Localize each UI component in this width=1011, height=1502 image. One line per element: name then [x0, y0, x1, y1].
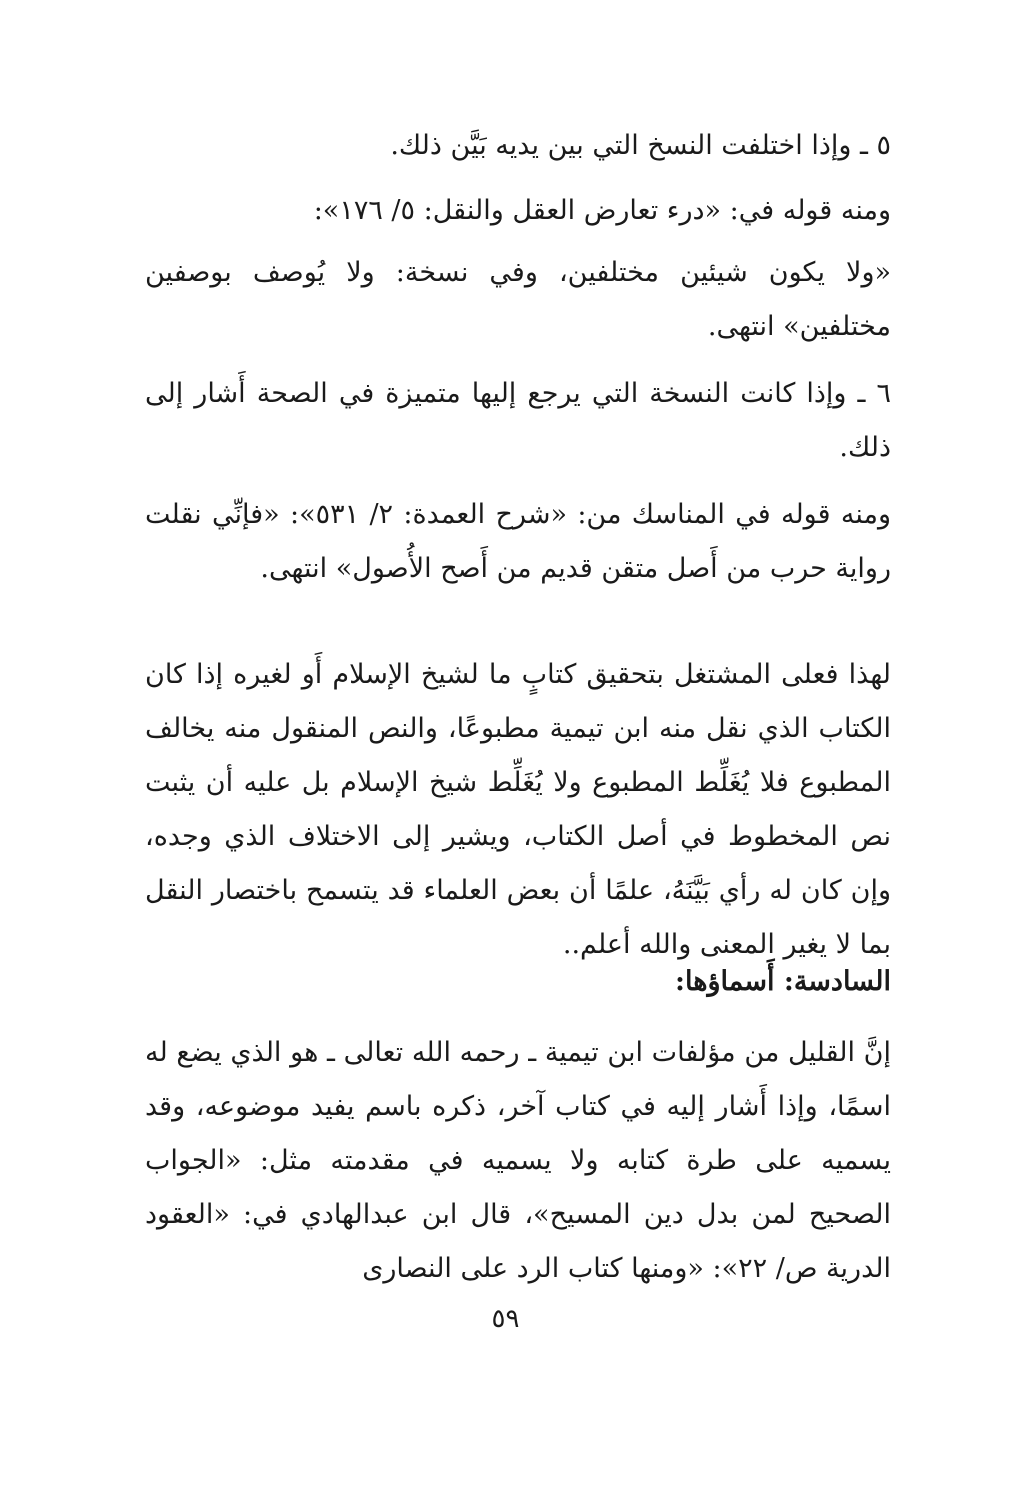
quotation-2 [145, 488, 891, 596]
body-paragraph-names [145, 1026, 891, 1296]
paragraph-names: إنَّ القليل من مؤلفات ابن تيمية ـ رحمه الله تعالى ـ هو الذي يضع له اسمًا، وإذا أَشار إليه في كتاب آخر، ذكره باسم يفيد موضوعه، وقد يسميه على طرة كتابه ولا يسميه في مقدمته مثل: «الجواب الصحيح لمن بدل دين المسيح»، قال ابن عبدالهادي في: «العقود الدرية ص/ ٢٢»: «ومنها كتاب الرد على النصارى [145, 1037, 891, 1284]
body-paragraph [145, 648, 891, 972]
paragraph-quotation-2: ومنه قوله في المناسك من: «شرح العمدة: ٢/ ٥٣١»: «فإنِّي نقلت رواية حرب من أَصل متقن قديم من أَصح الأُصول» انتهى. [145, 499, 891, 584]
paragraph-quote-intro-1: ومنه قوله في: «درء تعارض العقل والنقل: ٥/ ١٧٦»: [313, 195, 891, 226]
paragraph-quotation-1: «ولا يكون شيئين مختلفين، وفي نسخة: ولا يُوصف بوصفين مختلفين» انتهى. [145, 257, 891, 342]
paragraph-point-5: ٥ ـ وإذا اختلفت النسخ التي بين يديه بَيَّن ذلك. [390, 130, 891, 161]
page-number: ٥٩ [491, 1304, 520, 1334]
quotation-1 [145, 246, 891, 354]
numbered-point-6 [145, 367, 891, 475]
paragraph-body: لهذا فعلى المشتغل بتحقيق كتابٍ ما لشيخ الإسلام أَو لغيره إذا كان الكتاب الذي نقل منه ابن تيمية مطبوعًا، والنص المنقول منه يخالف المطبوع فلا يُغَلِّط المطبوع ولا يُغَلِّط شيخ الإسلام بل عليه أن يثبت نص المخطوط في أصل الكتاب، ويشير إلى الاختلاف الذي وجده، وإن كان له رأي بَيَّنَهُ، علمًا أن بعض العلماء قد يتسمح باختصار النقل بما لا يغير المعنى والله أعلم.. [145, 659, 891, 960]
section-heading-text: السادسة: أَسماؤها: [675, 966, 891, 997]
quote-intro-1 [145, 184, 891, 238]
numbered-point-5 [145, 119, 891, 173]
section-heading [145, 955, 891, 1009]
paragraph-point-6: ٦ ـ وإذا كانت النسخة التي يرجع إليها متميزة في الصحة أَشار إلى ذلك. [145, 378, 891, 463]
